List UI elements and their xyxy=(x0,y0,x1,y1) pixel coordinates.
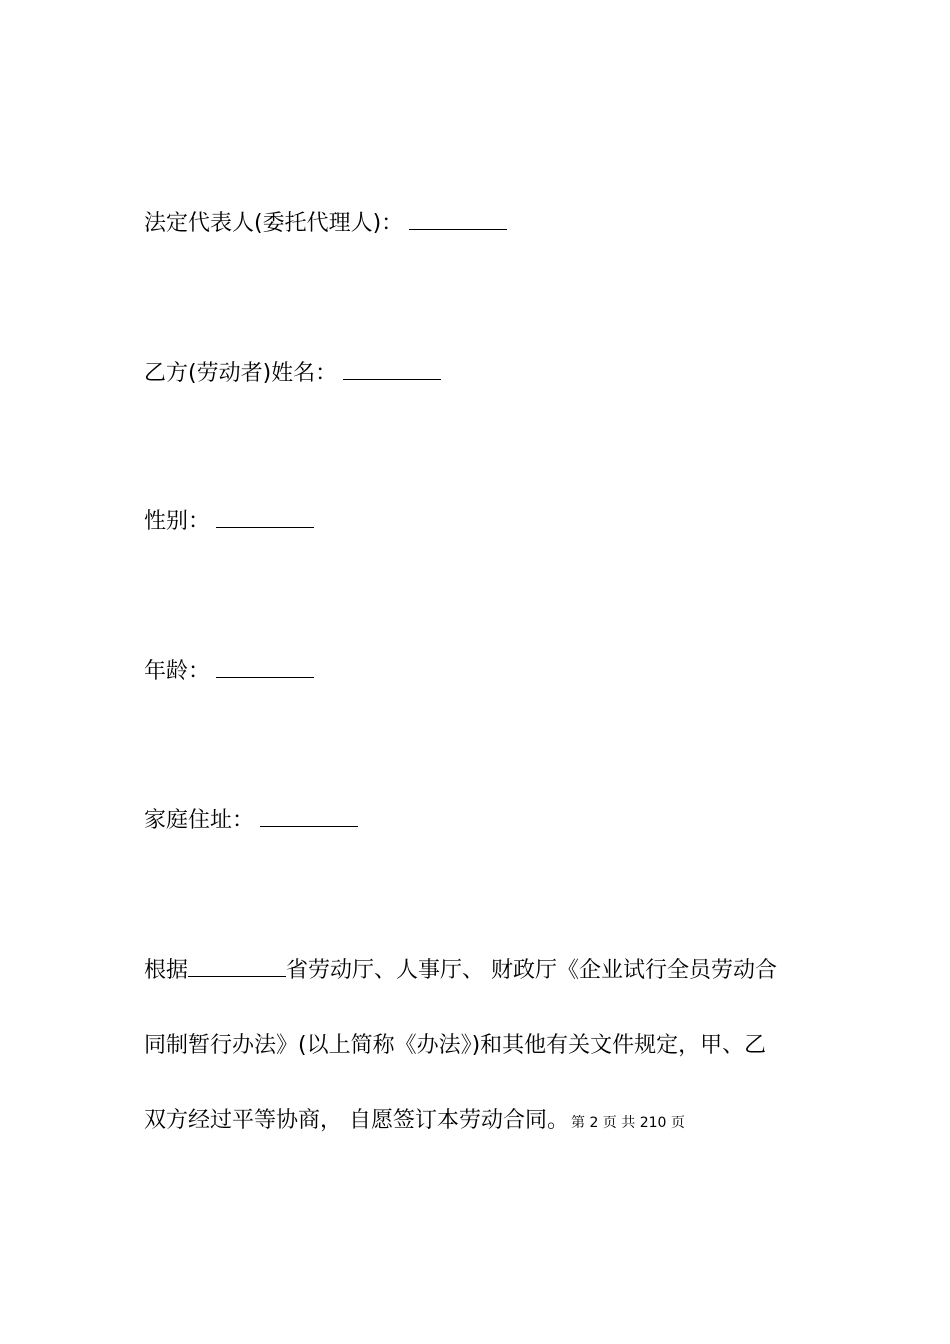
paragraph-line-1 xyxy=(144,956,777,986)
age-field xyxy=(144,657,314,687)
worker-name-blank xyxy=(343,361,441,380)
province-blank xyxy=(188,958,286,977)
age-label: 年龄： xyxy=(144,659,211,684)
legal-representative-label: 法定代表人(委托代理人)： xyxy=(144,211,404,236)
age-blank xyxy=(216,659,314,678)
paragraph-line-1-prefix: 根据 xyxy=(144,958,189,983)
address-field xyxy=(144,806,358,836)
gender-field xyxy=(144,507,314,537)
paragraph-line-3 xyxy=(144,1106,685,1138)
address-blank xyxy=(260,808,358,827)
legal-representative-field xyxy=(144,209,507,239)
paragraph-line-2-text: 同制暂行办法》(以上简称《办法》)和其他有关文件规定，甲、乙 xyxy=(144,1033,767,1058)
paragraph-line-2 xyxy=(144,1031,766,1061)
paragraph-line-1-suffix: 省劳动厅、人事厅、 财政厅《企业试行全员劳动合 xyxy=(286,958,778,983)
page-number: 第 2 页 共 210 页 xyxy=(571,1115,685,1131)
paragraph-line-3-text: 双方经过平等协商， 自愿签订本劳动合同。 xyxy=(144,1108,569,1133)
gender-label: 性别： xyxy=(144,509,211,534)
worker-name-label: 乙方(劳动者)姓名： xyxy=(144,361,338,386)
address-label: 家庭住址： xyxy=(144,808,255,833)
legal-representative-blank xyxy=(409,211,507,230)
gender-blank xyxy=(216,509,314,528)
worker-name-field xyxy=(144,359,441,389)
